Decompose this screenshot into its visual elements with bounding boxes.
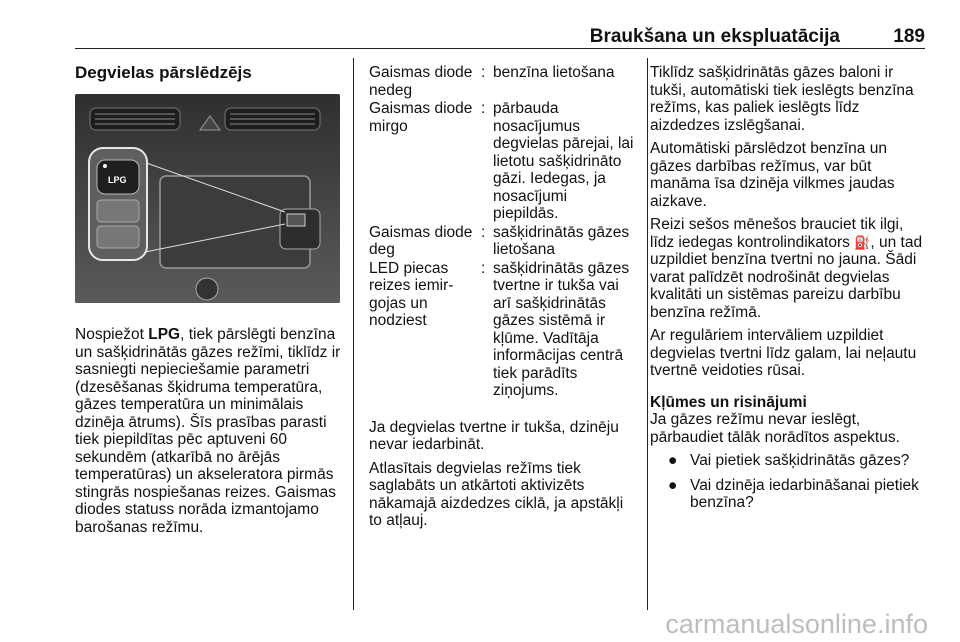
paragraph: Ar regulāriem intervāliem uzpildiet degvielas tvertni līdz galam, lai neļautu tvertnē veidoties rūsai. <box>650 327 917 379</box>
subsection-title: Kļūmes un risinājumi <box>650 393 807 411</box>
led-state: LED piecas reizes iemir-gojas un nodziest <box>369 259 454 329</box>
list-item: ● Vai dzinēja iedarbināšanai pietiek benzīna? <box>668 476 919 511</box>
dashboard-lpg-button-illustration <box>75 94 340 303</box>
table-row: Gaismas diode nedeg : benzīna lietošana <box>369 64 635 99</box>
page-header <box>75 22 925 49</box>
lpg-keyword: LPG <box>148 326 181 343</box>
bullet-icon: ● <box>668 476 678 494</box>
table-row: Gaismas diode deg : sašķidrinātās gāzes lietošana <box>369 224 635 259</box>
paragraph: Ja degvielas tvertne ir tukša, dzinēju nevar iedarbināt. <box>369 418 619 453</box>
column-divider <box>647 58 648 610</box>
led-meaning: sašķidrinātās gāzes lietošana <box>493 223 630 258</box>
column-right <box>650 64 928 519</box>
paragraph: Tiklīdz sašķidrinātās gāzes baloni ir tukši, automātiski tiek ieslēgts benzīna režīms, kas paliek ieslēgts līdz aizdedzes izslēgšanai. <box>650 64 914 134</box>
column-middle <box>369 64 635 536</box>
watermark: carmanualsonline.info <box>665 609 928 639</box>
paragraph: Ja gāzes režīmu nevar ieslēgt, pārbaudiet tālāk norādītos aspektus. <box>650 411 900 446</box>
list-item: ● Vai pietiek sašķidrinātās gāzes? <box>668 452 910 469</box>
led-state: Gaismas diode mirgo <box>369 100 473 135</box>
paragraph: Atlasītais degvielas režīms tiek saglabāts un atkārtoti aktivizēts nākamajā aizdedzes ciklā, ja apstākļi to atļauj. <box>369 459 624 529</box>
led-meaning: sašķidrinātās gāzes tvertne ir tukša vai arī sašķidrinātās gāzes sistēmā ir kļūme. Vadītāja informācijas centrā tiek parādīts ziņojums. <box>493 259 630 399</box>
table-row: LED piecas reizes iemir-gojas un nodziest : sašķidrinātās gāzes tvertne ir tukša vai arī sašķidrinātās gāzes sistēmā ir kļūme. Vadītāja informācijas centrā tiek parādīts ziņojums. <box>369 260 635 400</box>
paragraph: Automātiski pārslēdzot benzīna un gāzes darbības režīmus, var būt manāma īsa dzinēja vilkmes jaudas aizkave. <box>650 140 895 210</box>
description-paragraph: Nospiežot LPG, tiek pārslēgti benzīna un sašķidrinātās gāzes režīmi, tiklīdz ir sasniegti nepieciešamie parametri (dzesēšanas šķidruma temperatūra, gāzes temperatūra un minimālais dzinēja ātrums). Šīs prasības parasti tiek piepildītas pēc aptuveni 60 sekundēm (atkarībā no ārējās temperatūras) un akseleratora pirmās stingrās nospiešanas reizes. Gaismas diodes statuss norāda izmantojamo barošanas režīmu. <box>75 326 341 536</box>
lpg-button-label: LPG <box>108 174 127 185</box>
led-status-table <box>369 64 635 400</box>
section-title: Degvielas pārslēdzējs <box>75 63 252 82</box>
led-state: Gaismas diode nedeg <box>369 64 473 99</box>
paragraph: Reizi sešos mēnešos brauciet tik ilgi, līdz iedegas kontrolindikators ⛽, un tad uzpildiet benzīna tvertni no jauna. Šādi varat palīdzēt nodrošināt degvielas kvalitāti un sistēmas pareizu darbību benzīna režīmā. <box>650 216 923 321</box>
column-left <box>75 64 341 536</box>
page-number: 189 <box>893 26 925 47</box>
bullet-icon: ● <box>668 452 678 469</box>
led-meaning: pārbauda nosacījumus degvielas pārejai, lai lietotu sašķidrināto gāzi. Iedegas, ja nosacījumi piepildās. <box>493 100 634 222</box>
column-divider <box>353 58 354 610</box>
led-state: Gaismas diode deg <box>369 223 473 258</box>
fuel-pump-icon: ⛽ <box>854 234 871 250</box>
table-row: Gaismas diode mirgo : pārbauda nosacījumus degvielas pārejai, lai lietotu sašķidrināto gāzi. Iedegas, ja nosacījumi piepildās. <box>369 100 634 222</box>
led-meaning: benzīna lietošana <box>493 64 615 81</box>
check-list <box>650 452 928 512</box>
page-title: Braukšana un ekspluatācija <box>589 26 840 47</box>
